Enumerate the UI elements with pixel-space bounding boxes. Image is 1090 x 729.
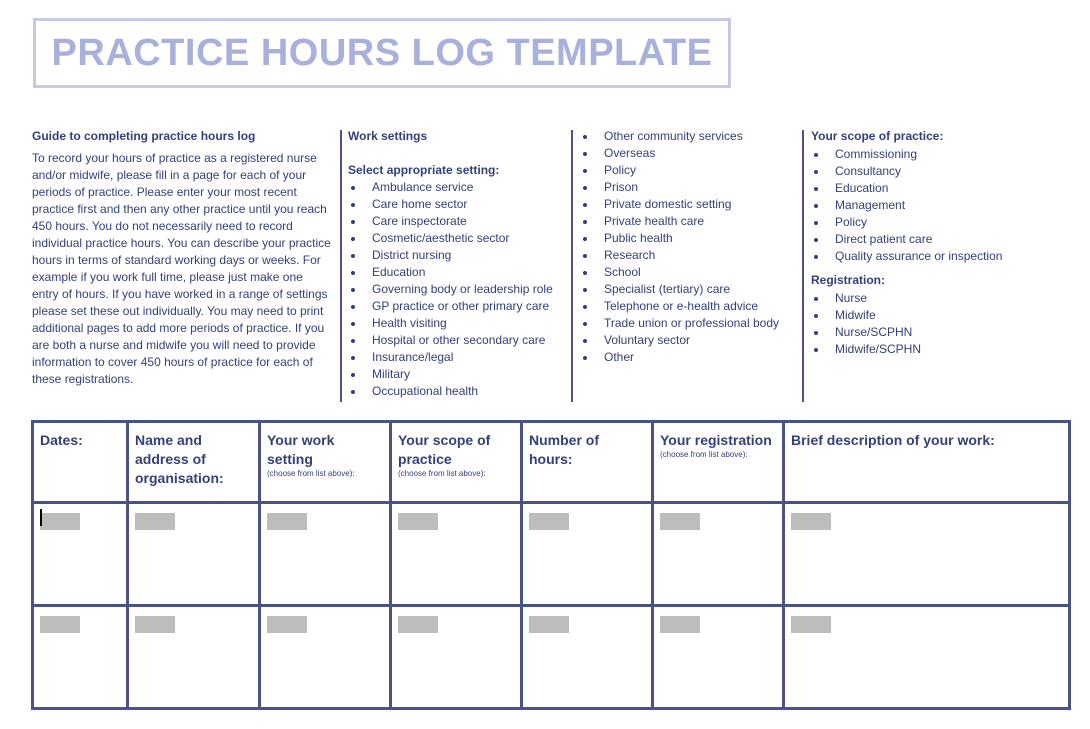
column-header bbox=[784, 422, 1070, 503]
work-setting-item: Cosmetic/aesthetic sector bbox=[348, 230, 570, 247]
column-header-label: Your scope of practice bbox=[398, 432, 491, 467]
form-field[interactable] bbox=[267, 616, 307, 633]
table-cell bbox=[784, 606, 1070, 709]
title-box bbox=[33, 18, 731, 88]
work-setting-item: Overseas bbox=[580, 145, 800, 162]
table-cell bbox=[653, 606, 784, 709]
work-setting-item: Other community services bbox=[580, 128, 800, 145]
form-field[interactable] bbox=[398, 513, 438, 530]
table-row bbox=[33, 503, 1070, 606]
form-field[interactable] bbox=[660, 616, 700, 633]
work-settings-subheading: Select appropriate setting: bbox=[348, 163, 500, 177]
form-field[interactable] bbox=[791, 616, 831, 633]
form-field[interactable] bbox=[40, 616, 80, 633]
work-setting-item: Other bbox=[580, 349, 800, 366]
form-field[interactable] bbox=[398, 616, 438, 633]
column-header bbox=[653, 422, 784, 503]
work-setting-item: Care inspectorate bbox=[348, 213, 570, 230]
work-setting-item: Insurance/legal bbox=[348, 349, 570, 366]
registration-heading: Registration: bbox=[811, 273, 886, 287]
work-setting-item: Education bbox=[348, 264, 570, 281]
column-header bbox=[260, 422, 391, 503]
work-setting-item: GP practice or other primary care bbox=[348, 298, 570, 315]
form-field[interactable] bbox=[660, 513, 700, 530]
table-cell bbox=[33, 606, 128, 709]
scope-column bbox=[811, 128, 1071, 358]
registration-item: Midwife bbox=[811, 307, 1071, 324]
scope-heading: Your scope of practice: bbox=[811, 129, 944, 143]
column-header bbox=[128, 422, 260, 503]
form-field[interactable] bbox=[40, 513, 80, 530]
table-cell bbox=[391, 503, 522, 606]
column-header-note: (choose from list above): bbox=[267, 469, 355, 478]
text-cursor bbox=[40, 509, 42, 526]
form-field[interactable] bbox=[529, 513, 569, 530]
work-settings-list-a bbox=[348, 179, 570, 400]
form-field[interactable] bbox=[135, 513, 175, 530]
guide-heading: Guide to completing practice hours log bbox=[32, 129, 256, 143]
column-header-note: (choose from list above): bbox=[660, 450, 748, 459]
work-setting-item: Policy bbox=[580, 162, 800, 179]
column-header-label: Number of hours: bbox=[529, 432, 599, 467]
work-setting-item: Public health bbox=[580, 230, 800, 247]
column-divider bbox=[340, 130, 342, 402]
table-cell bbox=[33, 503, 128, 606]
work-setting-item: Governing body or leadership role bbox=[348, 281, 570, 298]
table-cell bbox=[522, 503, 653, 606]
work-setting-item: Occupational health bbox=[348, 383, 570, 400]
form-field[interactable] bbox=[791, 513, 831, 530]
table-cell bbox=[391, 606, 522, 709]
scope-list bbox=[811, 146, 1071, 265]
work-settings-column bbox=[348, 128, 570, 400]
scope-item: Education bbox=[811, 180, 1071, 197]
table-row bbox=[33, 606, 1070, 709]
registration-item: Nurse bbox=[811, 290, 1071, 307]
practice-hours-table bbox=[31, 420, 1071, 710]
table-cell bbox=[128, 606, 260, 709]
column-header bbox=[391, 422, 522, 503]
column-header bbox=[522, 422, 653, 503]
table-cell bbox=[260, 606, 391, 709]
page-title: PRACTICE HOURS LOG TEMPLATE bbox=[51, 31, 713, 74]
work-setting-item: Ambulance service bbox=[348, 179, 570, 196]
work-settings-list-b bbox=[580, 128, 800, 366]
scope-item: Commissioning bbox=[811, 146, 1071, 163]
column-header-note: (choose from list above): bbox=[398, 469, 486, 478]
table-cell bbox=[128, 503, 260, 606]
work-setting-item: Private domestic setting bbox=[580, 196, 800, 213]
column-divider bbox=[571, 130, 573, 402]
column-header-label: Dates: bbox=[40, 432, 83, 448]
registration-item: Midwife/SCPHN bbox=[811, 341, 1071, 358]
work-setting-item: Trade union or professional body bbox=[580, 315, 800, 332]
scope-item: Direct patient care bbox=[811, 231, 1071, 248]
guide-text: To record your hours of practice as a registered nurse and/or midwife, please fill in a page for each of your periods of practice. Please enter your most recent practice first and then any other practice until you reach 450 hours. You do not necessarily need to record individual practice hours. You can describe your practice hours in terms of standard working days or weeks. For example if you work full time, please just make one entry of hours. If you have worked in a range of settings please set these out individually. You may need to print additional pages to add more periods of practice. If you are both a nurse and midwife you will need to provide information to cover 450 hours of practice for each of these registrations. bbox=[32, 151, 331, 386]
column-divider bbox=[802, 130, 804, 402]
work-setting-item: Private health care bbox=[580, 213, 800, 230]
column-header-label: Your work setting bbox=[267, 432, 335, 467]
form-field[interactable] bbox=[529, 616, 569, 633]
work-setting-item: Prison bbox=[580, 179, 800, 196]
column-header-label: Brief description of your work: bbox=[791, 432, 995, 448]
form-field[interactable] bbox=[267, 513, 307, 530]
table-cell bbox=[260, 503, 391, 606]
table-cell bbox=[653, 503, 784, 606]
form-field[interactable] bbox=[135, 616, 175, 633]
registration-item: Nurse/SCPHN bbox=[811, 324, 1071, 341]
work-setting-item: Military bbox=[348, 366, 570, 383]
work-setting-item: District nursing bbox=[348, 247, 570, 264]
work-settings-column-2 bbox=[580, 128, 800, 366]
scope-item: Policy bbox=[811, 214, 1071, 231]
column-header-label: Name and address of organisation: bbox=[135, 432, 224, 486]
table-cell bbox=[784, 503, 1070, 606]
work-setting-item: Research bbox=[580, 247, 800, 264]
column-header bbox=[33, 422, 128, 503]
work-setting-item: Hospital or other secondary care bbox=[348, 332, 570, 349]
scope-item: Management bbox=[811, 197, 1071, 214]
work-setting-item: School bbox=[580, 264, 800, 281]
work-setting-item: Telephone or e-health advice bbox=[580, 298, 800, 315]
column-header-label: Your registration bbox=[660, 432, 772, 448]
table-cell bbox=[522, 606, 653, 709]
guide-column bbox=[32, 128, 332, 388]
work-setting-item: Health visiting bbox=[348, 315, 570, 332]
work-setting-item: Care home sector bbox=[348, 196, 570, 213]
table-header-row bbox=[33, 422, 1070, 503]
scope-item: Quality assurance or inspection bbox=[811, 248, 1071, 265]
work-setting-item: Specialist (tertiary) care bbox=[580, 281, 800, 298]
work-settings-heading: Work settings bbox=[348, 129, 428, 143]
table-body bbox=[33, 503, 1070, 709]
registration-list bbox=[811, 290, 1071, 358]
work-setting-item: Voluntary sector bbox=[580, 332, 800, 349]
scope-item: Consultancy bbox=[811, 163, 1071, 180]
